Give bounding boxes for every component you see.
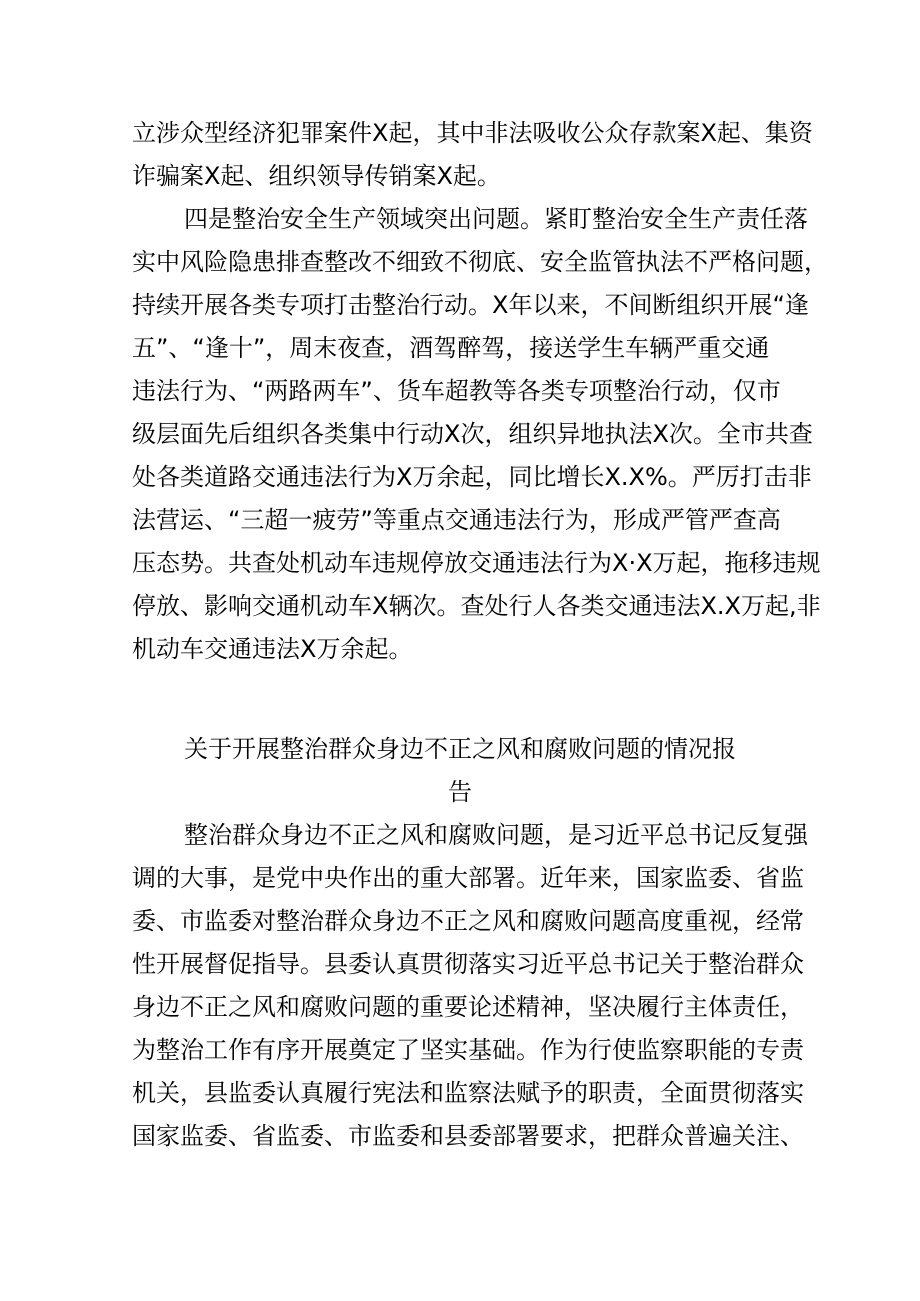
body-text-line: 五”、“逢十”，周末夜查，酒驾醉驾，接送学生车辆严重交通 bbox=[132, 334, 770, 362]
body-text-line: 实中风险隐患排查整改不细致不彻底、安全监管执法不严格问题， bbox=[132, 248, 828, 276]
body-text-line: 为整治工作有序开展奠定了坚实基础。作为行使监察职能的专责 bbox=[132, 1036, 804, 1064]
body-text-line: 级层面先后组织各类集中行动X次，组织异地执法X次。全市共查 bbox=[132, 420, 813, 448]
body-text-line: 整治群众身边不正之风和腐败问题，是习近平总书记反复强 bbox=[184, 821, 808, 849]
body-text-line: 法营运、“三超一疲劳”等重点交通违法行为，形成严管严查高 bbox=[132, 506, 781, 534]
body-text-line: 违法行为、“两路两车”、货车超教等各类专项整治行动，仅市 bbox=[132, 377, 781, 405]
report-title: 关于开展整治群众身边不正之风和腐败问题的情况报 bbox=[184, 735, 736, 763]
body-text-line: 诈骗案X起、组织领导传销案X起。 bbox=[132, 162, 501, 190]
body-text-line: 持续开展各类专项打击整治行动。X年以来，不间断组织开展“逢 bbox=[132, 291, 809, 319]
body-text-line: 调的大事，是党中央作出的重大部署。近年来，国家监委、省监 bbox=[132, 864, 804, 892]
body-text-line: 立涉众型经济犯罪案件X起，其中非法吸收公众存款案X起、集资 bbox=[132, 119, 813, 147]
body-text-line: 性开展督促指导。县委认真贯彻落实习近平总书记关于整治群众 bbox=[132, 950, 804, 978]
body-text-line: 国家监委、省监委、市监委和县委部署要求，把群众普遍关注、 bbox=[132, 1122, 804, 1150]
body-text-line: 身边不正之风和腐败问题的重要论述精神，坚决履行主体责任， bbox=[132, 993, 804, 1021]
body-text-line: 委、市监委对整治群众身边不正之风和腐败问题高度重视，经常 bbox=[132, 907, 804, 935]
body-text-line: 四是整治安全生产领域突出问题。紧盯整治安全生产责任落 bbox=[184, 205, 808, 233]
body-text-line: 压态势。共查处机动车违规停放交通违法行为X·X万起，拖移违规 bbox=[132, 549, 821, 577]
body-text-line: 停放、影响交通机动车X辆次。查处行人各类交通违法X.X万起,非 bbox=[132, 592, 821, 620]
body-text-line: 处各类道路交通违法行为X万余起，同比增长X.X%。严厉打击非 bbox=[132, 463, 812, 491]
body-text-line: 机动车交通违法X万余起。 bbox=[132, 635, 413, 663]
body-text-line: 机关，县监委认真履行宪法和监察法赋予的职责，全面贯彻落实 bbox=[132, 1079, 804, 1107]
report-title-continued: 告 bbox=[448, 778, 472, 806]
